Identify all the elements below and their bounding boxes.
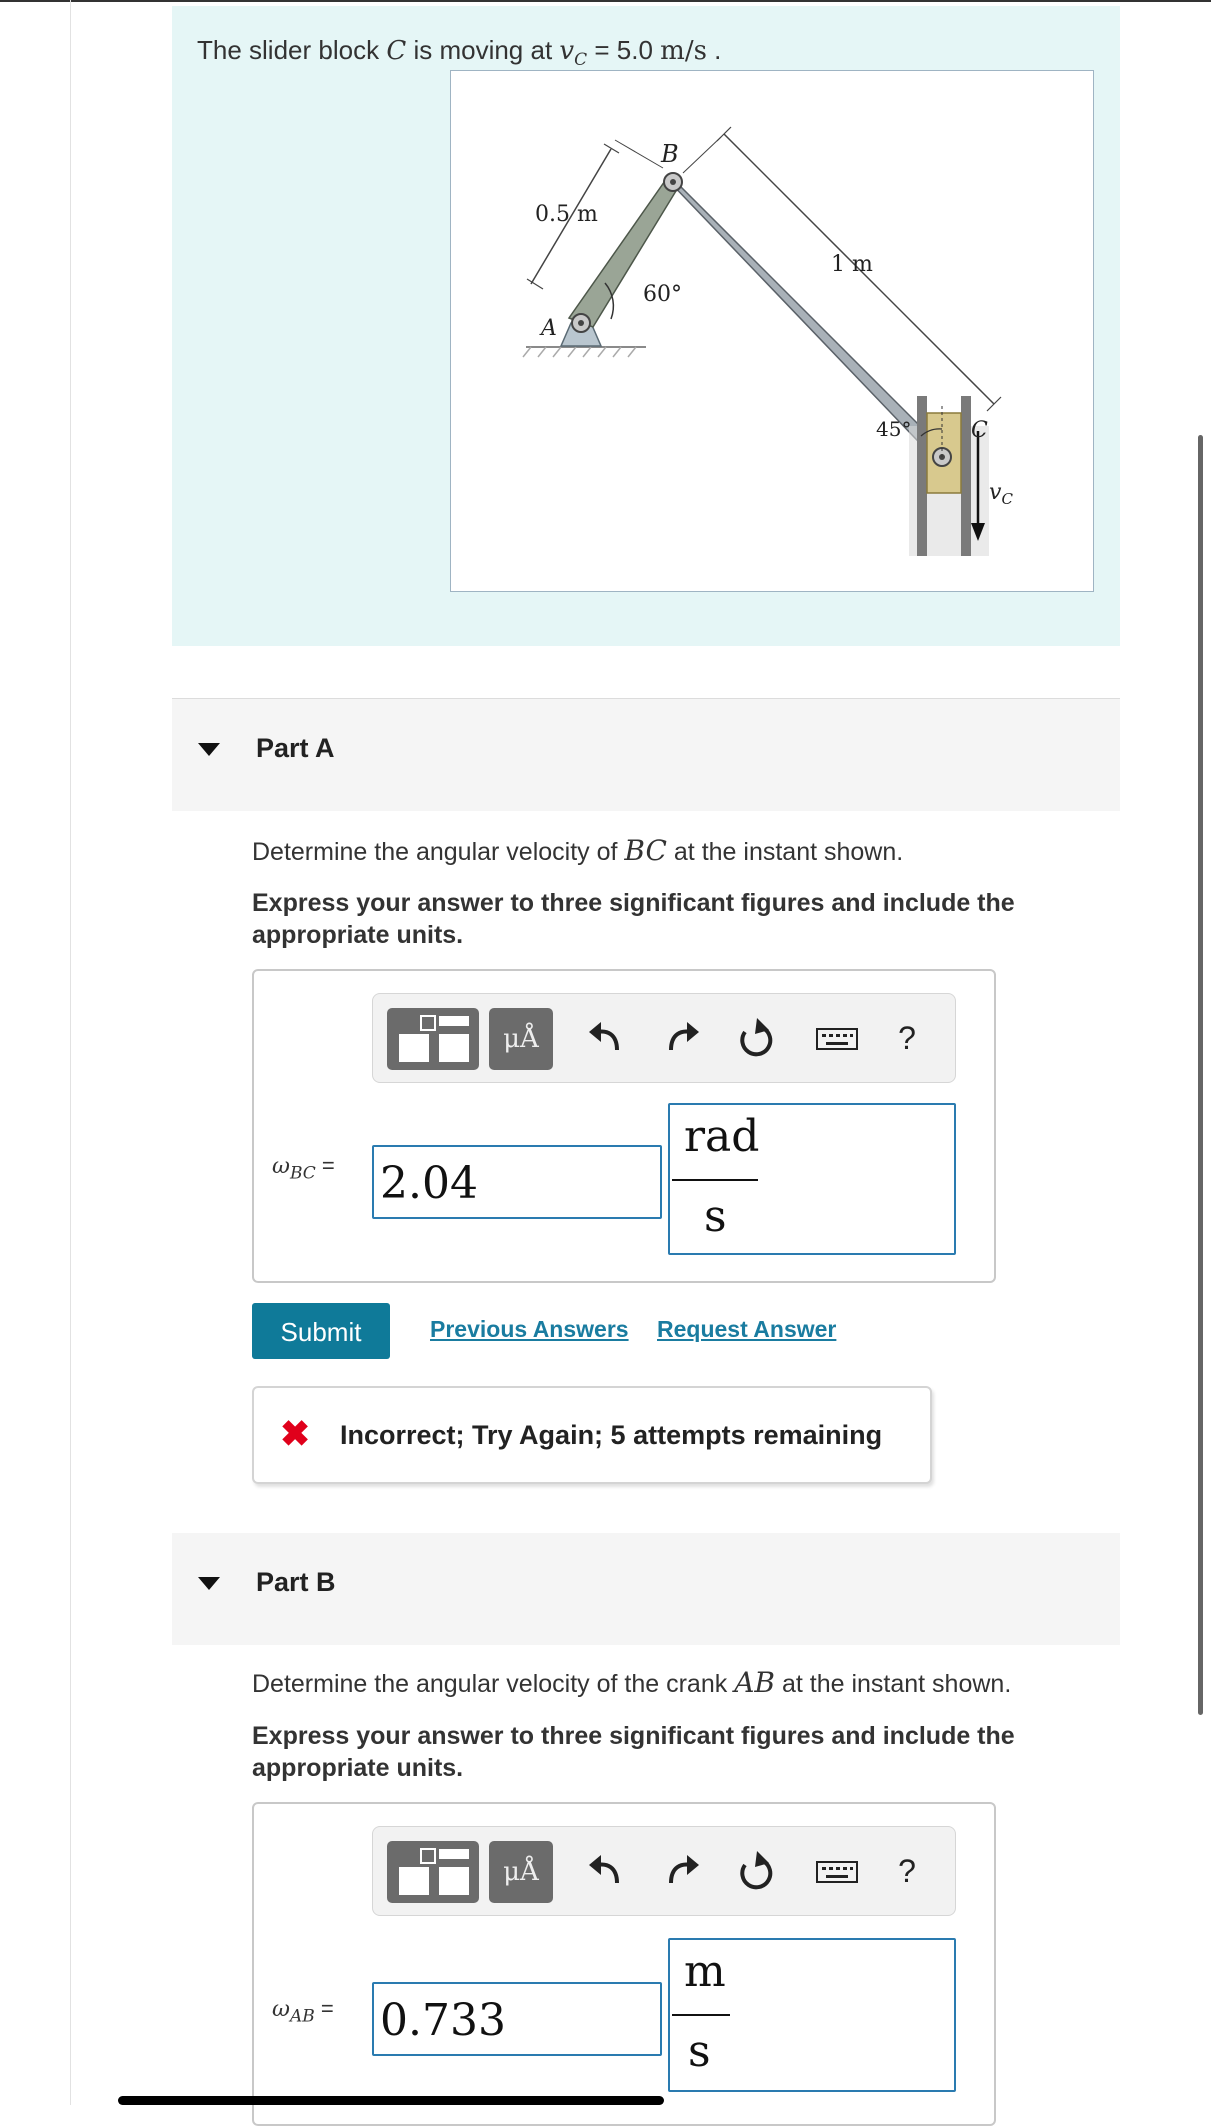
dim-ext-ab — [615, 140, 663, 168]
part-b-header[interactable] — [172, 1533, 1120, 1645]
math-toolbar — [372, 1826, 956, 1916]
problem-intro-panel — [172, 6, 1120, 646]
feedback-text: Incorrect; Try Again; 5 attempts remaining — [340, 1420, 883, 1450]
collapse-triangle-icon[interactable] — [198, 1577, 220, 1590]
velocity-label: $v_C$ — [989, 480, 1013, 508]
part-a-question: Determine the angular velocity of BC at the instant shown. — [252, 834, 904, 867]
templates-icon — [387, 1841, 479, 1903]
home-indicator-bar[interactable] — [118, 2096, 664, 2105]
collapse-triangle-icon[interactable] — [198, 743, 220, 756]
dim-tick-ab-1 — [527, 279, 543, 289]
part-b-question-var: AB — [734, 1666, 775, 1699]
templates-button[interactable] — [387, 1008, 479, 1070]
reset-icon[interactable] — [733, 1014, 777, 1062]
vertical-scrollbar[interactable] — [1198, 435, 1203, 1715]
submit-button[interactable]: Submit — [252, 1303, 390, 1359]
part-a-answer-box — [252, 969, 996, 1283]
feedback-box — [252, 1386, 932, 1484]
mechanism-figure — [450, 70, 1094, 592]
part-a-value-input[interactable]: 2.04 — [372, 1145, 662, 1219]
part-b-unit-input[interactable] — [668, 1938, 956, 2092]
part-a-instruction: Express your answer to three significant figures and include the appropriate units. — [252, 889, 1015, 949]
slider-guide-left — [917, 396, 927, 556]
angle-label-60: 60° — [643, 282, 682, 307]
dim-label-bc: 1 m — [831, 252, 873, 277]
unit-denominator: s — [688, 2026, 711, 2077]
mechanism-diagram — [451, 71, 1093, 591]
part-b-answer-box — [252, 1802, 996, 2126]
fraction-bar — [672, 1179, 758, 1181]
units-button[interactable]: μÅ — [489, 1008, 553, 1070]
part-b-variable-label: $\omega_{AB}$ = — [272, 1996, 334, 2027]
intro-velocity-unit: m/s — [660, 36, 707, 66]
part-a-header[interactable] — [172, 698, 1120, 811]
request-answer-link[interactable]: Request Answer — [657, 1316, 837, 1342]
incorrect-x-icon: ✖ — [280, 1413, 311, 1454]
dim-label-ab: 0.5 m — [535, 202, 598, 227]
part-b-title: Part B — [256, 1567, 336, 1597]
templates-button[interactable] — [387, 1841, 479, 1903]
label-c: C — [971, 418, 988, 443]
redo-icon[interactable] — [661, 1014, 705, 1062]
intro-var-c: C — [386, 36, 407, 66]
dim-tick-ab-2 — [604, 144, 619, 153]
help-icon[interactable]: ? — [898, 1853, 916, 1889]
part-b-value-input[interactable]: 0.733 — [372, 1982, 662, 2056]
ground-a-hatch — [523, 347, 646, 357]
part-b-question: Determine the angular velocity of the crank AB at the instant shown. — [252, 1666, 1012, 1699]
top-border — [0, 0, 1211, 2]
intro-text-middle: is moving at — [413, 35, 553, 65]
unit-numerator: m — [684, 1946, 726, 1997]
angle-label-45: 45° — [876, 417, 912, 441]
part-a-title: Part A — [256, 733, 335, 763]
templates-icon — [387, 1008, 479, 1070]
unit-numerator: rad — [684, 1111, 760, 1162]
pin-b-center — [670, 179, 676, 185]
pin-a-center — [578, 320, 584, 326]
units-button[interactable]: μÅ — [489, 1841, 553, 1903]
reset-icon[interactable] — [733, 1847, 777, 1895]
undo-icon[interactable] — [583, 1847, 627, 1895]
part-b-instruction: Express your answer to three significant figures and include the appropriate units. — [252, 1722, 1015, 1782]
fraction-bar — [672, 2014, 730, 2016]
problem-statement — [197, 35, 721, 70]
intro-velocity-var: $v_C$ — [559, 36, 588, 71]
left-margin-rule — [70, 0, 71, 2105]
redo-icon[interactable] — [661, 1847, 705, 1895]
label-b: B — [661, 140, 679, 168]
part-a-unit-input[interactable] — [668, 1103, 956, 1255]
unit-denominator: s — [704, 1191, 727, 1242]
keyboard-icon[interactable] — [815, 1847, 859, 1895]
dim-ext-bc — [683, 137, 721, 173]
help-icon[interactable]: ? — [898, 1020, 916, 1056]
intro-text-before: The slider block — [197, 35, 380, 65]
slider-guide-right — [961, 396, 971, 556]
part-a-variable-label: $\omega_{BC}$ = — [272, 1153, 335, 1184]
undo-icon[interactable] — [583, 1014, 627, 1062]
keyboard-icon[interactable] — [815, 1014, 859, 1062]
math-toolbar — [372, 993, 956, 1083]
intro-period: . — [714, 35, 722, 65]
label-a: A — [541, 316, 557, 341]
part-a-question-var: BC — [624, 834, 667, 867]
intro-velocity-value: = 5.0 — [594, 35, 653, 65]
previous-answers-link[interactable]: Previous Answers — [430, 1316, 629, 1342]
